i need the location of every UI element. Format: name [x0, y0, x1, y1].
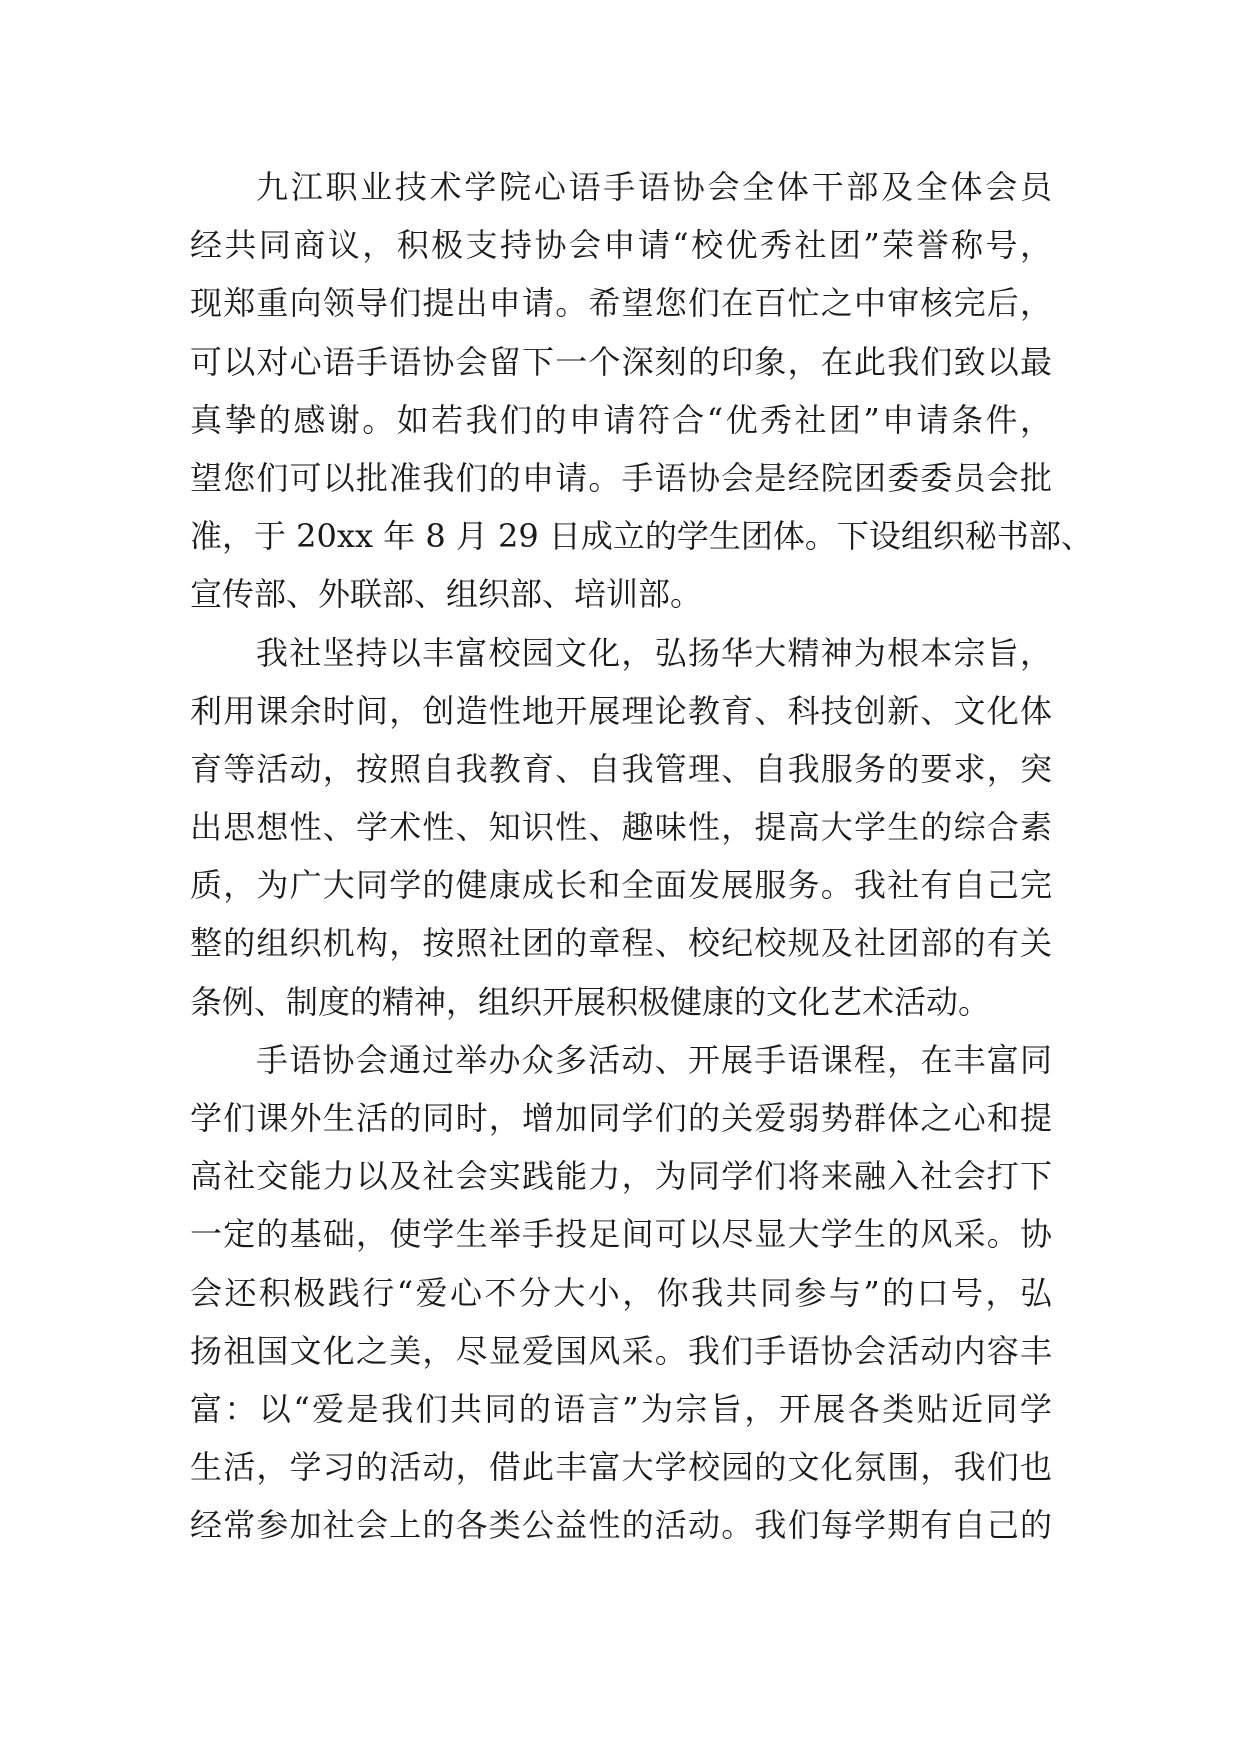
- paragraph-line: 望您们可以批准我们的申请。手语协会是经院团委委员会批: [190, 458, 1052, 497]
- paragraph-line: 宣传部、外联部、组织部、培训部。: [190, 575, 703, 614]
- paragraph-line: 利用课余时间，创造性地开展理论教育、科技创新、文化体: [190, 691, 1052, 730]
- paragraph-line: 出思想性、学术性、知识性、趣味性，提高大学生的综合素: [190, 808, 1052, 847]
- paragraph-line: 质，为广大同学的健康成长和全面发展服务。我社有自己完: [190, 866, 1052, 905]
- paragraph-2: [190, 624, 1052, 1031]
- paragraph-line: 学们课外生活的同时，增加同学们的关爱弱势群体之心和提: [190, 1099, 1052, 1137]
- document-body: [190, 158, 1093, 1555]
- paragraph-line: 现郑重向领导们提出申请。希望您们在百忙之中审核完后，: [190, 284, 1052, 323]
- paragraph-line: 准，于 20xx 年 8 月 29 日成立的学生团体。下设组织秘书部、: [190, 517, 1093, 556]
- paragraph-line: 条例、制度的精神，组织开展积极健康的文化艺术活动。: [190, 982, 991, 1021]
- paragraph-line: 经共同商议，积极支持协会申请“校优秀社团”荣誉称号，: [190, 226, 1052, 265]
- paragraph-line: 高社交能力以及社会实践能力，为同学们将来融入社会打下: [190, 1157, 1052, 1196]
- paragraph-line: 一定的基础，使学生举手投足间可以尽显大学生的风采。协: [190, 1215, 1052, 1254]
- paragraph-line: 手语协会通过举办众多活动、开展手语课程，在丰富同: [256, 1040, 1052, 1079]
- paragraph-1: [190, 158, 1093, 624]
- paragraph-line: 九江职业技术学院心语手语协会全体干部及全体会员: [256, 168, 1052, 206]
- paragraph-line: 可以对心语手语协会留下一个深刻的印象，在此我们致以最: [190, 342, 1052, 381]
- paragraph-line: 生活，学习的活动，借此丰富大学校园的文化氛围，我们也: [190, 1448, 1052, 1487]
- paragraph-line: 经常参加社会上的各类公益性的活动。我们每学期有自己的: [190, 1506, 1052, 1545]
- paragraph-line: 富：以“爱是我们共同的语言”为宗旨，开展各类贴近同学: [190, 1389, 1052, 1428]
- paragraph-line: 育等活动，按照自我教育、自我管理、自我服务的要求，突: [190, 749, 1052, 788]
- paragraph-line: 我社坚持以丰富校园文化，弘扬华大精神为根本宗旨，: [256, 633, 1052, 672]
- paragraph-3: [190, 1031, 1052, 1555]
- paragraph-line: 整的组织机构，按照社团的章程、校纪校规及社团部的有关: [190, 924, 1052, 963]
- paragraph-line: 会还积极践行“爱心不分大小，你我共同参与”的口号，弘: [190, 1273, 1052, 1312]
- paragraph-line: 真挚的感谢。如若我们的申请符合“优秀社团”申请条件，: [190, 400, 1052, 439]
- paragraph-line: 扬祖国文化之美，尽显爱国风采。我们手语协会活动内容丰: [190, 1331, 1052, 1370]
